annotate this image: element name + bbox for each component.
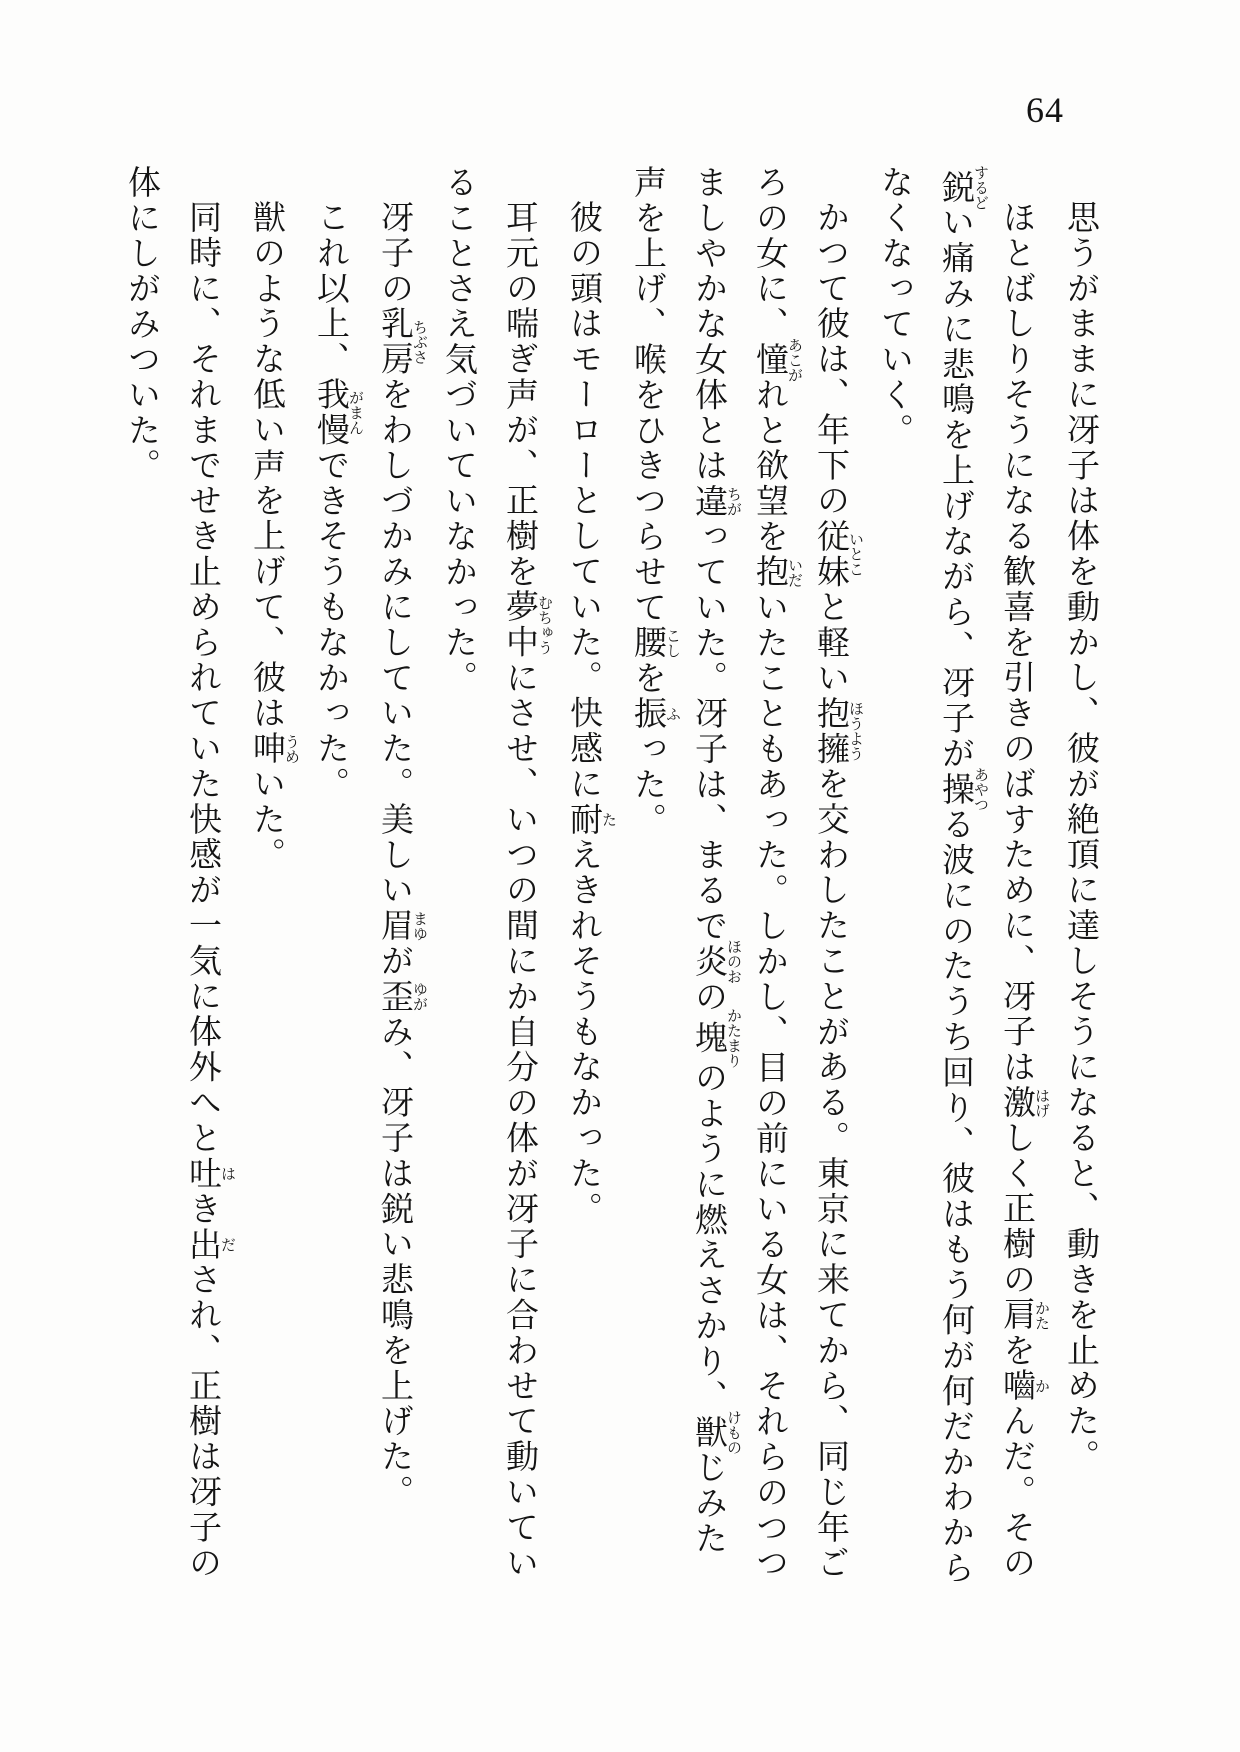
furigana-ruby: 肩 かた [998,1297,1049,1333]
furigana-ruby: 我慢 がまん [312,377,363,448]
furigana-ruby: 眉 まゆ [376,908,427,944]
furigana-ruby: 違 ちが [690,483,741,520]
paragraph: 獣のような低い声を上げて、彼は呻 うめいた。 [248,200,299,873]
furigana-ruby: 憧 あこが [751,337,802,383]
paragraph: これ以上、我慢 がまんできそうもなかった。 [312,200,363,802]
paragraph: 耳元の喘ぎ声が、正樹を夢中 むちゅうにさせ、いつの間にか自分の体が冴子に合わせて動いていることさえ気づいていなかった。 [440,165,552,1581]
paragraph: 同時に、それまでせき止められていた快感が一気に体外へと吐 はき出 だされ、正樹は冴子の体にしがみついた。 [123,165,235,1581]
paragraph: かつて彼は、年下の従妹 いとこと軽い抱擁 ほうようを交わしたことがある。東京に来てから、同じ年ごろの女に、憧 あこがれと欲望を抱 いだいたこともあった。しかし、目の前にいる女は、それらのつつましやかな女体とは違 ちがっていた。冴子は、まるで炎 ほのおの塊 かたまりのように燃えさかり、獣 けものじみた声を上げ、喉をひきつらせて腰 こしを振 ふった。 [629,165,863,1582]
furigana-ruby: 抱 いだ [751,554,802,590]
furigana-ruby: 夢中 むちゅう [501,589,552,661]
furigana-ruby: 炎 ほのお [690,939,741,985]
paragraph: 冴子の乳房 ちぶさをわしづかみにしていた。美しい眉 まゆが歪 ゆがみ、冴子は鋭い悲鳴を上げた。 [376,200,427,1510]
body-text [123,165,1110,1590]
furigana-ruby: 激 はげ [998,1085,1049,1121]
furigana-ruby: 乳房 ちぶさ [376,306,427,378]
furigana-ruby: 鋭 するど [937,165,988,210]
paragraph: ほとばしりそうになる歓喜を引きのばすために、冴子は激 はげしく正樹の肩 かたを嚙 かんだ。その鋭 するどい痛みに悲鳴を上げながら、冴子が操 あやつる波にのたうち回り、彼はもう何が何だかわからなくなっていく。 [876,165,1049,1586]
furigana-ruby: 呻 うめ [248,731,299,767]
furigana-ruby: 抱擁 ほうよう [812,695,863,767]
furigana-ruby: 振 ふ [629,696,680,732]
paragraph: 思うがままに冴子は体を動かし、彼が絶頂に達しそうになると、動きを止めた。 [1062,200,1098,1475]
furigana-ruby: 歪 ゆが [376,978,427,1015]
furigana-ruby: 吐 は [184,1155,235,1192]
furigana-ruby: 従妹 いとこ [812,518,863,590]
furigana-ruby: 腰 こし [629,625,680,661]
page-number: 64 [1026,90,1064,130]
paragraph: 彼の頭はモーローとしていた。快感に耐 たえきれそうもなかった。 [565,200,616,1227]
furigana-ruby: 出 だ [184,1226,235,1263]
furigana-ruby: 嚙 か [998,1368,1049,1404]
furigana-ruby: 操 あやつ [937,766,988,812]
furigana-ruby: 塊 かたまり [690,1007,741,1068]
furigana-ruby: 耐 た [565,801,616,838]
furigana-ruby: 獣 けもの [690,1409,741,1455]
